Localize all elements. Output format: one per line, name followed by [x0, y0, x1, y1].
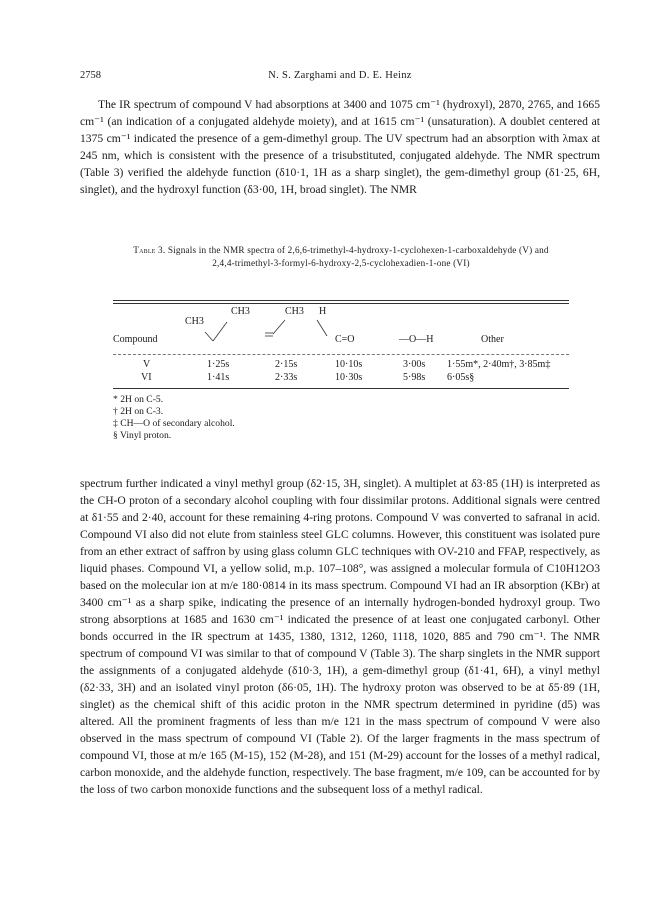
table-row-vi	[113, 372, 569, 386]
cell-vinyl-methyl: 2·15s	[275, 359, 298, 370]
header-ch3-top: CH3	[231, 306, 250, 317]
footnote: ‡ CH—O of secondary alcohol.	[113, 418, 235, 429]
cell-other: 1·55m*, 2·40m†, 3·85m‡	[447, 359, 551, 370]
table-title: Signals in the NMR spectra of 2,6,6-trimethyl-4-hydroxy-1-cyclohexen-1-carboxaldehyde (V) and 2,4,4-trimethyl-3-formyl-6-hydroxy-2,5-cyclohexadien-1-one (VI)	[167, 245, 549, 268]
table-header	[113, 306, 569, 354]
running-title: N. S. Zarghami and D. E. Heinz	[268, 70, 412, 81]
footnote: * 2H on C-5.	[113, 394, 164, 405]
table-3	[113, 244, 569, 441]
cell-aldehyde: 10·30s	[335, 372, 363, 383]
cell-hydroxyl: 5·98s	[403, 372, 426, 383]
running-head	[80, 70, 600, 86]
page-number: 2758	[80, 70, 101, 81]
footnote: § Vinyl proton.	[113, 430, 172, 441]
table-label: Table 3.	[133, 245, 166, 255]
cell-aldehyde: 10·10s	[335, 359, 363, 370]
table-rule-top	[113, 300, 569, 301]
structure-fragment-lines	[113, 306, 569, 354]
table-row-v	[113, 359, 569, 373]
header-hydroxyl: —O—H	[399, 334, 434, 345]
cell-other: 6·05s§	[447, 372, 475, 383]
cell-compound: V	[143, 359, 151, 370]
table-rule-top-double	[113, 303, 569, 304]
table-footnotes	[113, 394, 413, 442]
footnote: † 2H on C-3.	[113, 406, 164, 417]
cell-gem-dimethyl: 1·41s	[207, 372, 230, 383]
header-compound: Compound	[113, 334, 158, 345]
cell-gem-dimethyl: 1·25s	[207, 359, 230, 370]
header-aldehyde: C=O	[335, 334, 355, 345]
header-ch3-vinyl: CH3	[285, 306, 304, 317]
body-paragraph-2: spectrum further indicated a vinyl methyl group (δ2·15, 3H, singlet). A multiplet at δ3·85 (1H) is interpreted as the CH-O proton of a secondary alcohol coupling with four dissimilar protons. Additional signals were centred at δ1·55 and 2·40, account for these remaining 4-ring protons. Compound V was converted to safranal in acid. Compound VI also did not elute from stainless steel GLC columns. However, this constituent was isolated pure from an ether extract of saffron by using glass column GLC techniques with OV-210 and FFAP, respectively, as liquid phases. Compound VI, a yellow solid, m.p. 107–108°, was assigned a molecular formula of C10H12O3 based on the molecular ion at m/e 180·0814 in its mass spectrum. Compound VI had an IR absorption (KBr) at 3400 cm⁻¹ as a sharp spike, indicating the presence of an internally hydrogen-bonded hydroxyl group. Two strong absorptions at 1685 and 1630 cm⁻¹ indicated the presence of at least one conjugated carbonyl. Other bonds occurred in the IR spectrum at 1435, 1380, 1312, 1260, 1118, 1020, 885 and 790 cm⁻¹. The NMR spectrum of compound VI was similar to that of compound V (Table 3). The sharp singlets in the NMR support the assignments of a conjugated aldehyde (δ10·3, 1H), a gem-dimethyl group (δ1·41, 6H), a vinyl methyl (δ2·33, 3H) and an isolated vinyl proton (δ6·05, 1H). The hydroxy proton was observed to be at δ5·89 (1H, singlet) as the chemical shift of this acidic proton in the NMR spectrum determined in pyridine (d5) was altered. All the prominent fragments of less than m/e 121 in the mass spectrum of compound V were also observed in the mass spectrum of compound VI (Table 2). Of the larger fragments in the mass spectrum of compound VI, those at m/e 165 (M-15), 152 (M-28), and 151 (M-29) account for the losses of a methyl radical, carbon monoxide, and the aldehyde function, respectively. The base fragment, m/e 109, can be accounted for by the loss of two carbon monoxide functions and the subsequent loss of a methyl radical.	[80, 477, 600, 796]
header-h: H	[319, 306, 327, 317]
cell-compound: VI	[141, 372, 152, 383]
table-caption	[113, 244, 569, 270]
table-rule-mid	[113, 354, 569, 355]
header-other: Other	[481, 334, 504, 345]
cell-hydroxyl: 3·00s	[403, 359, 426, 370]
header-ch3-left: CH3	[185, 316, 204, 327]
cell-vinyl-methyl: 2·33s	[275, 372, 298, 383]
table-rule-bottom	[113, 388, 569, 389]
body-paragraph-1: The IR spectrum of compound V had absorptions at 3400 and 1075 cm⁻¹ (hydroxyl), 2870, 2765, and 1665 cm⁻¹ (an indication of a conjugated aldehyde moiety), and at 1615 cm⁻¹ (unsaturation). A doublet centered at 1375 cm⁻¹ indicated the presence of a gem-dimethyl group. The UV spectrum had an absorption with λmax at 245 nm, which is consistent with the presence of a trisubstituted, conjugated aldehyde. The NMR spectrum (Table 3) verified the aldehyde function (δ10·1, 1H as a sharp singlet), the gem-dimethyl group (δ1·25, 6H, singlet), and the hydroxyl function (δ3·00, 1H, broad singlet). The NMR	[80, 98, 600, 196]
